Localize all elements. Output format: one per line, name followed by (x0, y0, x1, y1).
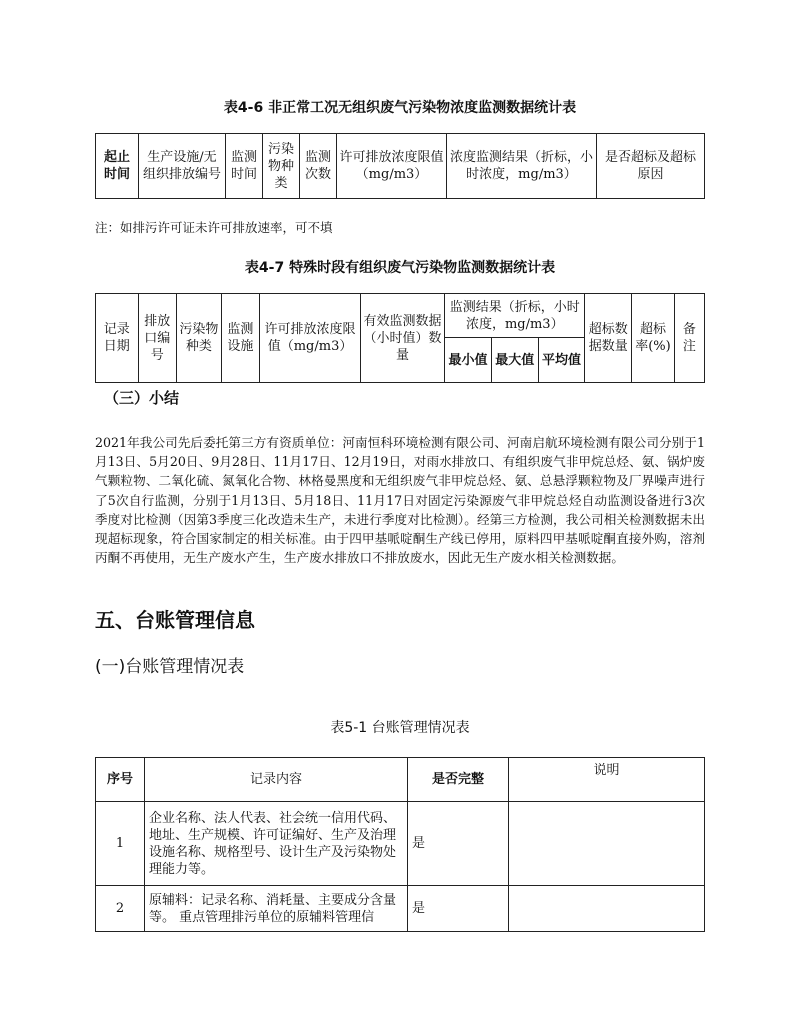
table-4-7 (95, 293, 705, 383)
header-cell: 有效监测数据（小时值）数量 (360, 294, 444, 383)
row-number: 2 (96, 886, 145, 932)
header-cell: 记录内容 (145, 758, 408, 802)
section-5-heading: 五、台账管理信息 (95, 608, 255, 632)
row-complete: 是 (408, 886, 509, 932)
header-cell: 最大值 (491, 338, 538, 383)
row-complete: 是 (408, 802, 509, 886)
row-number: 1 (96, 802, 145, 886)
header-cell: 序号 (96, 758, 145, 802)
header-cell: 污染物种类 (263, 134, 300, 199)
header-cell: 监测次数 (300, 134, 337, 199)
header-cell: 记录日期 (96, 294, 139, 383)
table-4-6-title: 表4-6 非正常工况无组织废气污染物浓度监测数据统计表 (223, 100, 577, 116)
row-desc (509, 886, 705, 932)
table-4-7-title: 表4-7 特殊时段有组织废气污染物监测数据统计表 (244, 260, 556, 276)
header-cell: 起止时间 (96, 134, 139, 199)
header-cell: 许可排放浓度限值（mg/m3） (260, 294, 361, 383)
header-cell: 平均值 (538, 338, 585, 383)
table-note: 注：如排污许可证未许可排放速率，可不填 (95, 220, 333, 235)
header-cell: 超标率(%) (632, 294, 675, 383)
header-cell: 监测时间 (226, 134, 263, 199)
header-cell: 监测结果（折标，小时浓度，mg/m3） (445, 294, 585, 338)
row-content: 企业名称、法人代表、社会统一信用代码、地址、生产规模、许可证编好、生产及治理设施名称、规格型号、设计生产及污染物处理能力等。 (145, 802, 408, 886)
header-cell: 超标数据数量 (585, 294, 632, 383)
subsection-heading: (一)台账管理情况表 (95, 657, 245, 677)
header-cell: 生产设施/无组织排放编号 (139, 134, 226, 199)
header-cell: 浓度监测结果（折标，小时浓度，mg/m3） (447, 134, 597, 199)
table-row (96, 886, 705, 932)
header-cell: 备注 (674, 294, 704, 383)
header-cell: 是否超标及超标原因 (597, 134, 705, 199)
summary-paragraph: 2021年我公司先后委托第三方有资质单位：河南恒科环境检测有限公司、河南启航环境检测有限公司分别于1月13日、5月20日、9月28日、11月17日、12月19日，对雨水排放口、有组织废气非甲烷总烃、氨、锅炉废气颗粒物、二氧化硫、氮氧化合物、林格曼黑度和无组织废气非甲烷总烃、氨、总悬浮颗粒物及厂界噪声进行了5次自行监测，分别于1月13日、5月18日、11月17日对固定污染源废气非甲烷总烃自动监测设备进行3次季度对比检测（因第3季度三化改造未生产，未进行季度对比检测）。经第三方检测，我公司相关检测数据未出现超标现象，符合国家制定的相关标准。由于四甲基哌啶酮生产线已停用，原料四甲基哌啶酮直接外购，溶剂丙酮不再使用，无生产废水产生，生产废水排放口不排放废水，因此无生产废水相关检测数据。 (95, 435, 705, 566)
table-5-1-title: 表5-1 台账管理情况表 (330, 720, 470, 736)
header-cell: 最小值 (445, 338, 492, 383)
header-cell: 排放口编号 (138, 294, 176, 383)
header-cell: 监测设施 (221, 294, 259, 383)
header-cell: 污染物种类 (177, 294, 222, 383)
section-heading: （三）小结 (104, 389, 180, 407)
header-cell: 说明 (509, 758, 705, 802)
table-row (96, 802, 705, 886)
table-5-1 (95, 757, 705, 932)
row-desc (509, 802, 705, 886)
header-cell: 是否完整 (408, 758, 509, 802)
table-4-6 (95, 133, 705, 199)
header-cell: 许可排放浓度限值（mg/m3） (337, 134, 447, 199)
row-content: 原辅料：记录名称、消耗量、主要成分含量等。 重点管理排污单位的原辅料管理信 (145, 886, 408, 932)
